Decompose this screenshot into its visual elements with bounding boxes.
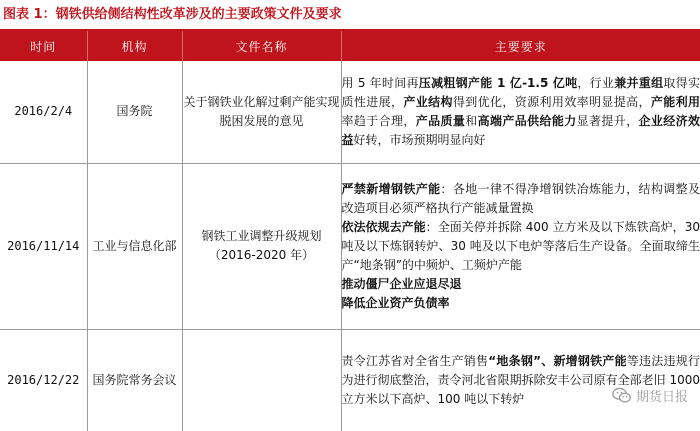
requirement-paragraph	[342, 294, 700, 313]
requirement-emphasis: 推动僵尸企业应退尽退	[341, 276, 462, 291]
requirement-text: 得到优化，资源利用效率明显提高，	[452, 94, 651, 109]
requirement-text: ，行业	[577, 75, 615, 90]
requirement-paragraph	[342, 180, 700, 218]
wechat-icon	[612, 387, 632, 404]
cell-req	[341, 329, 700, 431]
cell-org: 国务院	[87, 61, 182, 163]
watermark	[612, 386, 688, 405]
requirement-text: 好转，市场预期明显向好	[353, 132, 486, 147]
requirement-text: 和	[465, 113, 478, 128]
figure-title: 图表 1：钢铁供给侧结构性改革涉及的主要政策文件及要求	[3, 7, 342, 22]
cell-doc	[182, 329, 341, 431]
requirement-emphasis: 产能利用	[650, 94, 700, 109]
requirement-emphasis: 高端产品供给能力	[477, 113, 577, 128]
requirement-text: 责令江苏省对全省生产销售	[341, 353, 489, 368]
cell-doc: 关于钢铁业化解过剩产能实现脱困发展的意见	[182, 61, 341, 163]
table-row	[0, 329, 700, 431]
requirement-emphasis: 产业结构	[403, 94, 453, 109]
requirement-paragraph	[342, 275, 700, 294]
cell-req	[341, 163, 700, 329]
cell-req	[341, 61, 700, 163]
header-org: 机构	[87, 31, 182, 61]
requirement-paragraph	[342, 218, 700, 275]
requirement-text: 等违法违规行为进行彻底整治，责令河北省限期拆除安丰公司原有全部老旧 1000 立方米以下高炉、100 吨以下转炉	[341, 353, 700, 406]
cell-date: 2016/2/4	[0, 61, 87, 163]
header-req: 主要要求	[341, 31, 700, 61]
requirement-emphasis: 兼并重组	[614, 75, 664, 90]
requirement-text: 显著提升，	[576, 113, 639, 128]
requirement-emphasis: 企业经济效益	[341, 113, 700, 147]
requirement-text: ：全面关停并拆除 400 立方米及以下炼铁高炉，30 吨及以下炼钢转炉、30 吨及以下电炉等落后生产设备。全面取缔生产“地条钢”的中频炉、工频炉产能	[341, 219, 700, 272]
requirement-text: 用 5 年时间再	[341, 75, 419, 90]
watermark-text: 期货日报	[635, 390, 688, 405]
header-doc: 文件名称	[182, 31, 341, 61]
requirement-text: 取得实质性进展，	[341, 75, 700, 109]
cell-date: 2016/11/14	[0, 163, 87, 329]
requirement-text: ：各地一律不得净增钢铁冶炼能力，结构调整及改造项目必须严格执行产能减量置换	[341, 181, 700, 215]
requirement-paragraph	[342, 74, 700, 150]
requirement-text: 率趋于合理，	[341, 113, 416, 128]
requirement-emphasis: 压减粗钢产能 1 亿-1.5 亿吨	[418, 75, 578, 90]
table-row	[0, 163, 700, 329]
header-time: 时间	[0, 31, 87, 61]
requirement-emphasis: 严禁新增钢铁产能	[341, 181, 441, 196]
requirement-emphasis: 降低企业资产负债率	[341, 295, 450, 310]
cell-doc: 钢铁工业调整升级规划（2016-2020 年）	[182, 163, 341, 329]
header-row	[0, 31, 700, 61]
requirement-emphasis: 产品质量	[415, 113, 466, 128]
cell-date: 2016/12/22	[7, 372, 80, 387]
requirement-emphasis: “地条钢”、新增钢铁产能	[488, 353, 627, 368]
requirement-emphasis: 依法依规去产能	[341, 219, 426, 234]
cell-org: 国务院常务会议	[87, 329, 182, 431]
table-row	[0, 61, 700, 163]
cell-org: 工业与信息化部	[87, 163, 182, 329]
policy-table	[0, 31, 700, 431]
